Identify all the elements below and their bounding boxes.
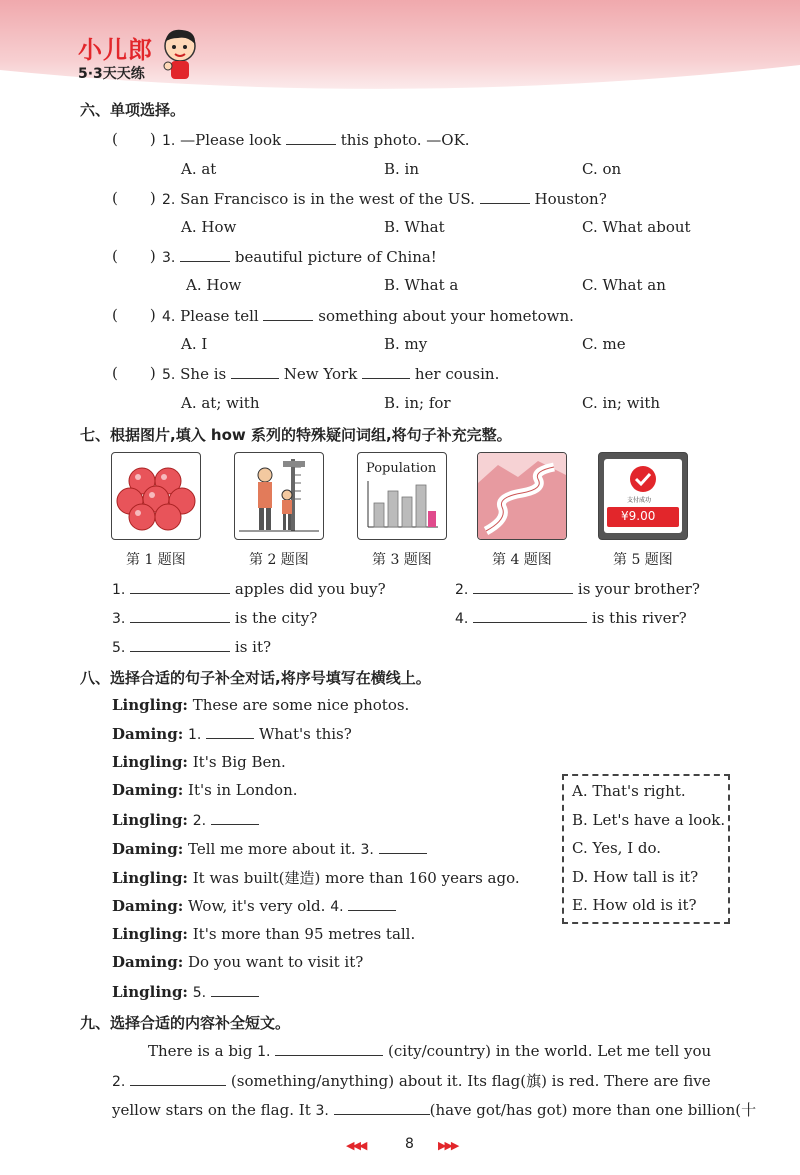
option-b: B. my xyxy=(384,335,428,353)
answer-blank[interactable] xyxy=(130,608,230,623)
picture-caption: 第 4 题图 xyxy=(492,552,552,568)
option-a: A. How xyxy=(181,218,237,236)
payment-success-icon xyxy=(629,465,657,493)
dialogue-line: Lingling: These are some nice photos. xyxy=(112,696,410,714)
answer-blank[interactable] xyxy=(480,189,530,204)
payment-price: ¥9.00 xyxy=(621,509,656,523)
option-item: D. How tall is it? xyxy=(572,868,699,886)
option-b: B. in; for xyxy=(384,394,451,412)
question-text: something about your hometown. xyxy=(318,307,574,325)
right-arrows-icon: ▶▶▶ xyxy=(438,1139,458,1152)
answer-blank[interactable] xyxy=(473,579,573,594)
picture-3 xyxy=(357,452,447,540)
section9-title: 九、选择合适的内容补全短文。 xyxy=(80,1014,291,1032)
passage-line-2: 2. (something/anything) about it. Its flag(旗) is red. There are five xyxy=(112,1072,711,1090)
dialogue-line: Daming: It's in London. xyxy=(112,781,298,799)
brand-logo xyxy=(78,30,153,83)
option-c: C. What about xyxy=(582,218,691,236)
brand-series: 5·3天天练 xyxy=(78,66,145,82)
answer-blank[interactable] xyxy=(286,130,336,145)
answer-paren[interactable]: ( ) xyxy=(112,130,156,148)
answer-blank[interactable] xyxy=(379,839,427,854)
question-text: her cousin. xyxy=(414,365,500,383)
dialogue-line: Lingling: It was built(建造) more than 160 years ago. xyxy=(112,869,520,887)
population-label: Population xyxy=(366,461,437,476)
question-number: 3. xyxy=(162,250,176,266)
picture-5 xyxy=(598,452,688,540)
dialogue-line: Lingling: It's more than 95 metres tall. xyxy=(112,925,416,943)
answer-blank[interactable] xyxy=(211,810,259,825)
answer-blank[interactable] xyxy=(211,982,259,997)
option-b: B. in xyxy=(384,160,420,178)
answer-paren[interactable]: ( ) xyxy=(112,247,156,265)
river-icon xyxy=(478,453,566,539)
picture-4 xyxy=(477,452,567,540)
answer-blank[interactable] xyxy=(206,724,254,739)
answer-blank[interactable] xyxy=(348,896,396,911)
option-item: A. That's right. xyxy=(572,782,686,800)
answer-blank[interactable] xyxy=(362,364,410,379)
fill-item-1: 1. apples did you buy? xyxy=(112,580,386,598)
option-b: B. What xyxy=(384,218,445,236)
question-text: beautiful picture of China! xyxy=(234,248,437,266)
option-a: A. I xyxy=(181,335,208,353)
dialogue-line: Daming: Do you want to visit it? xyxy=(112,953,364,971)
passage-line-1: There is a big 1. (city/country) in the world. Let me tell you xyxy=(148,1042,712,1060)
question-text: —Please look xyxy=(180,131,282,149)
options-box xyxy=(562,774,730,924)
dialogue-line: Lingling: It's Big Ben. xyxy=(112,753,286,771)
boy-mascot-icon xyxy=(160,26,200,82)
question-text: New York xyxy=(283,365,358,383)
picture-caption: 第 3 题图 xyxy=(372,552,432,568)
passage-line-3: yellow stars on the flag. It 3. (have got/has got) more than one billion(十 xyxy=(112,1101,757,1119)
picture-caption: 第 2 题图 xyxy=(249,552,309,568)
dialogue-line: Lingling: 2. xyxy=(112,810,259,829)
option-c: C. on xyxy=(582,160,622,178)
question-number: 4. xyxy=(162,309,176,325)
option-b: B. What a xyxy=(384,276,459,294)
answer-paren[interactable]: ( ) xyxy=(112,306,156,324)
picture-1 xyxy=(111,452,201,540)
picture-caption: 第 1 题图 xyxy=(126,552,186,568)
fill-item-5: 5. is it? xyxy=(112,638,272,656)
answer-blank[interactable] xyxy=(275,1041,383,1056)
answer-blank[interactable] xyxy=(334,1100,430,1115)
picture-caption: 第 5 题图 xyxy=(613,552,673,568)
question-text: Houston? xyxy=(534,190,607,208)
dialogue-line: Lingling: 5. xyxy=(112,982,259,1001)
answer-paren[interactable]: ( ) xyxy=(112,364,156,382)
option-a: A. at; with xyxy=(181,394,260,412)
answer-blank[interactable] xyxy=(473,608,587,623)
answer-blank[interactable] xyxy=(231,364,279,379)
question-number: 1. xyxy=(162,133,176,149)
apples-icon xyxy=(112,453,200,539)
option-item: B. Let's have a look. xyxy=(572,811,726,829)
answer-blank[interactable] xyxy=(130,1071,226,1086)
page-number: 8 xyxy=(405,1136,414,1152)
question-text: this photo. —OK. xyxy=(340,131,470,149)
option-c: C. me xyxy=(582,335,626,353)
fill-item-2: 2. is your brother? xyxy=(455,580,700,598)
option-item: C. Yes, I do. xyxy=(572,839,662,857)
picture-2 xyxy=(234,452,324,540)
option-c: C. What an xyxy=(582,276,666,294)
option-item: E. How old is it? xyxy=(572,896,697,914)
dialogue-line: Daming: Wow, it's very old. 4. xyxy=(112,896,396,915)
question-text: She is xyxy=(180,365,227,383)
dialogue-line: Daming: 1. What's this? xyxy=(112,725,352,743)
answer-blank[interactable] xyxy=(130,579,230,594)
section6-title: 六、单项选择。 xyxy=(80,101,186,119)
answer-blank[interactable] xyxy=(130,637,230,652)
answer-blank[interactable] xyxy=(180,247,230,262)
height-measure-icon xyxy=(235,453,323,539)
fill-item-3: 3. is the city? xyxy=(112,609,318,627)
question-text: San Francisco is in the west of the US. xyxy=(180,190,475,208)
section7-title: 七、根据图片,填入 how 系列的特殊疑问词组,将句子补充完整。 xyxy=(80,426,512,444)
left-arrows-icon: ◀◀◀ xyxy=(346,1139,366,1152)
payment-tag: 支付成功 xyxy=(627,497,652,504)
brand-name: 小儿郎 xyxy=(78,36,153,64)
question-number: 5. xyxy=(162,367,176,383)
answer-blank[interactable] xyxy=(263,306,313,321)
dialogue-line: Daming: Tell me more about it. 3. xyxy=(112,839,427,858)
option-c: C. in; with xyxy=(582,394,661,412)
option-a: A. How xyxy=(186,276,242,294)
answer-paren[interactable]: ( ) xyxy=(112,189,156,207)
question-number: 2. xyxy=(162,192,176,208)
option-a: A. at xyxy=(181,160,217,178)
fill-item-4: 4. is this river? xyxy=(455,609,687,627)
section8-title: 八、选择合适的句子补全对话,将序号填写在横线上。 xyxy=(80,669,431,687)
question-text: Please tell xyxy=(180,307,259,325)
